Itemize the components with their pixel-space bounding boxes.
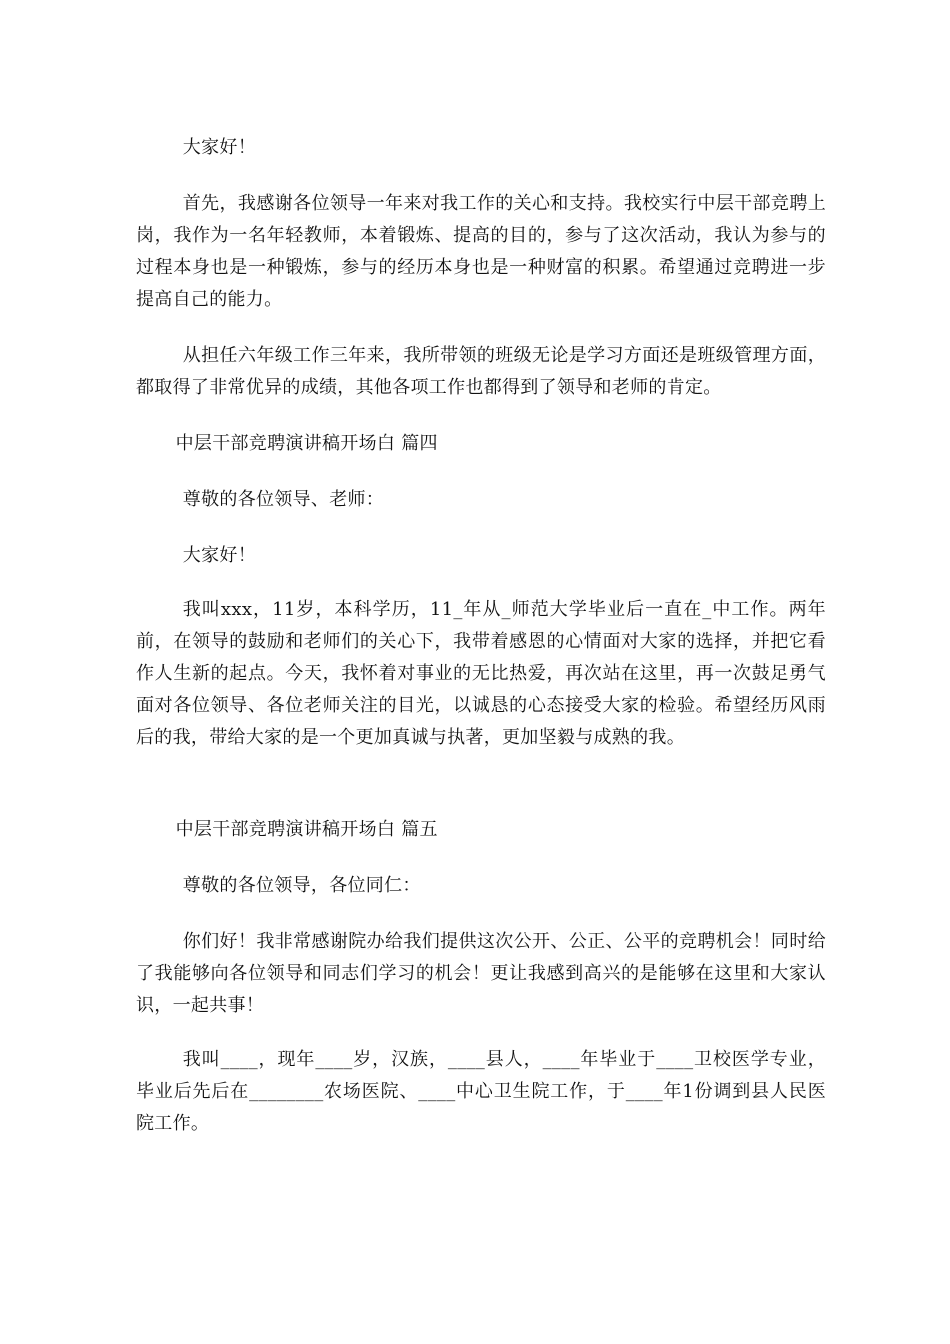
section-heading-part-5: 中层干部竞聘演讲稿开场白 篇五 (175, 819, 438, 840)
body-paragraph-introduction-2: 我叫____，现年____岁，汉族，____县人，____年毕业于____卫校医学专业，毕业后先后在________农场医院、____中心卫生院工作，于____年1份调到县人民医院工作。 (136, 1049, 826, 1134)
body-paragraph-opportunity: 你们好！我非常感谢院办给我们提供这次公开、公正、公平的竞聘机会！同时给了我能够向各位领导和同志们学习的机会！更让我感到高兴的是能够在这里和大家认识，一起共事！ (136, 931, 826, 1016)
body-paragraph-introduction-1: 我叫xxx，11岁，本科学历，11_年从_师范大学毕业后一直在_中工作。两年前，在领导的鼓励和老师们的关心下，我带着感恩的心情面对大家的选择，并把它看作人生新的起点。今天，我怀着对事业的无比热爱，再次站在这里，再一次鼓足勇气面对各位领导、各位老师关注的目光，以诚恳的心态接受大家的检验。希望经历风雨后的我，带给大家的是一个更加真诚与执著，更加坚毅与成熟的我。 (136, 599, 826, 748)
greeting-paragraph-1: 大家好！ (182, 137, 256, 158)
body-paragraph-thanks: 首先，我感谢各位领导一年来对我工作的关心和支持。我校实行中层干部竞聘上岗，我作为一名年轻教师，本着锻炼、提高的目的，参与了这次活动，我认为参与的过程本身也是一种锻炼，参与的经历本身也是一种财富的积累。希望通过竞聘进一步提高自己的能力。 (136, 193, 826, 310)
greeting-paragraph-2: 大家好！ (182, 545, 256, 566)
body-paragraph-class-results: 从担任六年级工作三年来，我所带领的班级无论是学习方面还是班级管理方面，都取得了非常优异的成绩，其他各项工作也都得到了领导和老师的肯定。 (136, 345, 826, 398)
salutation-paragraph-2: 尊敬的各位领导，各位同仁： (182, 875, 421, 896)
section-heading-part-4: 中层干部竞聘演讲稿开场白 篇四 (175, 433, 438, 454)
salutation-paragraph-1: 尊敬的各位领导、老师： (182, 489, 385, 510)
